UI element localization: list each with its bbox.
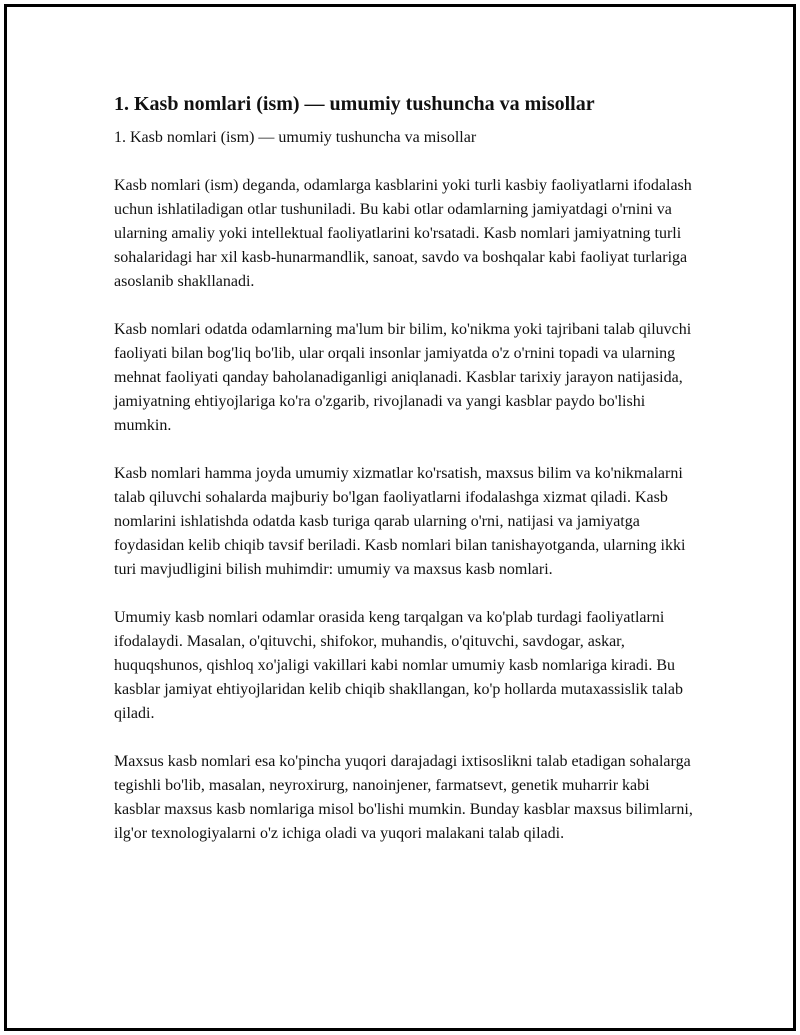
paragraph-5: Maxsus kasb nomlari esa ko'pincha yuqori darajadagi ixtisoslikni talab etadigan sohalarga tegishli bo'lib, masalan, neyroxirurg, nanoinjener, farmatsevt, genetik muharrir kabi kasblar maxsus kasb nomlariga misol bo'lishi mumkin. Bunday kasblar maxsus bilimlarni, ilg'or texnologiyalarni o'z ichiga oladi va yuqori malakani talab qiladi. [114,753,693,842]
document-subheading: 1. Kasb nomlari (ism) — umumiy tushuncha va misollar [114,129,477,146]
paragraph-1: Kasb nomlari (ism) deganda, odamlarga kasblarini yoki turli kasbiy faoliyatlarni ifodalash uchun ishlatiladigan otlar tushuniladi. Bu kabi otlar odamlarning jamiyatdagi o'rnini va ularning amaliy yoki intellektual faoliyatlarini ko'rsatadi. Kasb nomlari jamiyatning turli sohalaridagi har xil kasb-hunarmandlik, sanoat, savdo va boshqalar kabi faoliyat turlariga asoslanib shakllanadi. [114,177,692,290]
paragraph-4: Umumiy kasb nomlari odamlar orasida keng tarqalgan va ko'plab turdagi faoliyatlarni ifodalaydi. Masalan, o'qituvchi, shifokor, muhandis, o'qituvchi, savdogar, askar, huquqshunos, qishloq xo'jaligi vakillari kabi nomlar umumiy kasb nomlariga kiradi. Bu kasblar jamiyat ehtiyojlaridan kelib chiqib shakllangan, ko'p hollarda mutaxassislik talab qiladi. [114,609,683,722]
paragraph-2: Kasb nomlari odatda odamlarning ma'lum bir bilim, ko'nikma yoki tajribani talab qiluvchi faoliyati bilan bog'liq bo'lib, ular orqali insonlar jamiyatda o'z o'rnini topadi va ularning mehnat faoliyati qanday baholanadiganligi aniqlanadi. Kasblar tarixiy jarayon natijasida, jamiyatning ehtiyojlariga ko'ra o'zgarib, rivojlanadi va yangi kasblar paydo bo'lishi mumkin. [114,321,692,434]
paragraph-3: Kasb nomlari hamma joyda umumiy xizmatlar ko'rsatish, maxsus bilim va ko'nikmalarni talab qiluvchi sohalarda majburiy bo'lgan faoliyatlarni ifodalashga xizmat qiladi. Kasb nomlarini ishlatishda odatda kasb turiga qarab ularning o'rni, natijasi va jamiyatga foydasidan kelib chiqib tavsif beriladi. Kasb nomlari bilan tanishayotganda, ularning ikki turi mavjudligini bilish muhimdir: umumiy va maxsus kasb nomlari. [114,465,686,578]
document-body [114,90,694,870]
document-heading: 1. Kasb nomlari (ism) — umumiy tushuncha va misollar [114,93,595,115]
